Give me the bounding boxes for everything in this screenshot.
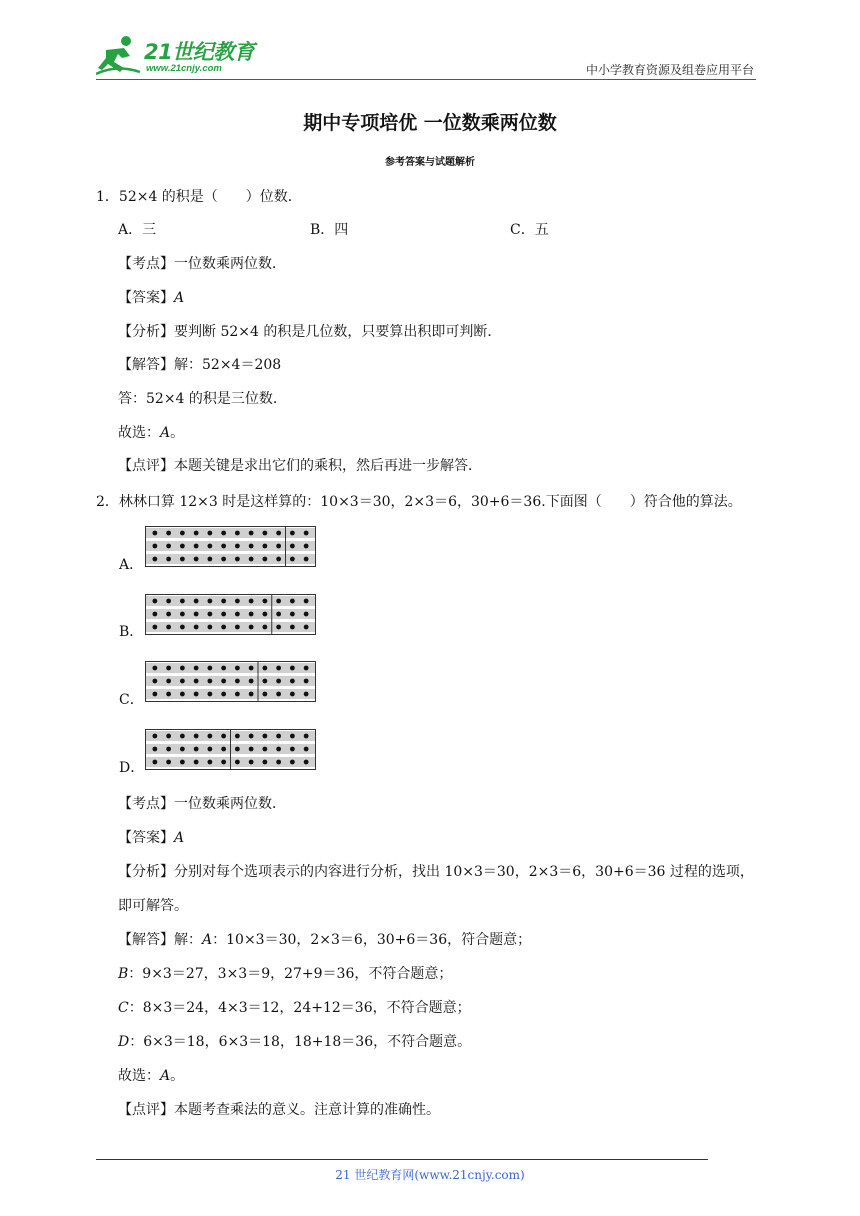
figure-dot <box>262 734 267 739</box>
q1-stem: 1．52×4 的积是（ ）位数． <box>96 189 302 205</box>
figure-dot <box>262 692 267 697</box>
q2-figure-label-c: C． <box>119 692 144 708</box>
figure-dot <box>166 544 171 549</box>
line-b-text: ：9×3＝27，3×3＝9，27+9＝36，不符合题意； <box>128 966 453 982</box>
figure-dot <box>207 557 212 562</box>
figure-dot <box>180 692 185 697</box>
figure-dot <box>166 625 171 630</box>
figure-dot <box>249 734 254 739</box>
figure-dot <box>152 625 157 630</box>
q1-kaodian: 【考点】一位数乘两位数． <box>118 256 286 272</box>
figure-dot <box>152 531 157 536</box>
figure-dot <box>194 625 199 630</box>
figure-dot <box>152 612 157 617</box>
figure-dot <box>249 531 254 536</box>
site-logo <box>96 34 256 78</box>
figure-dot <box>304 747 309 752</box>
q2-fenxi-2: 即可解答。 <box>118 898 188 914</box>
figure-dot <box>262 625 267 630</box>
figure-dot <box>235 531 240 536</box>
figure-dot <box>235 747 240 752</box>
q1-fenxi: 【分析】要判断 52×4 的积是几位数，只要算出积即可判断． <box>118 324 502 340</box>
answer-label: 【答案】 <box>118 290 174 306</box>
figure-dot <box>304 612 309 617</box>
figure-dot <box>166 747 171 752</box>
figure-dot <box>221 666 226 671</box>
guxuan-value: A <box>160 425 171 441</box>
figure-dot <box>152 734 157 739</box>
q2-figure-a <box>145 526 316 567</box>
guxuan-label: 故选： <box>118 425 160 441</box>
figure-dot <box>276 666 281 671</box>
figure-dot <box>207 544 212 549</box>
figure-dot <box>249 612 254 617</box>
q2-guxuan <box>118 1065 184 1085</box>
figure-dot <box>207 625 212 630</box>
q2-jieda <box>118 929 531 949</box>
q2-figure-label-b: B． <box>119 624 144 640</box>
runner-logo-icon <box>96 34 142 78</box>
guxuan-end: 。 <box>170 425 185 441</box>
guxuan-end: 。 <box>170 1068 185 1084</box>
page-title: 期中专项培优 一位数乘两位数 <box>303 112 557 134</box>
jieda-prefix: 【解答】解： <box>118 932 202 948</box>
q2-kaodian: 【考点】一位数乘两位数． <box>118 796 286 812</box>
figure-dot <box>249 692 254 697</box>
footer-link[interactable]: 21 世纪教育网(www.21cnjy.com) <box>335 1168 525 1182</box>
q2-figure-b <box>145 594 316 635</box>
header-divider <box>96 79 756 80</box>
figure-dot <box>249 679 254 684</box>
figure-dot <box>207 679 212 684</box>
figure-dot <box>304 679 309 684</box>
figure-dot <box>249 666 254 671</box>
figure-dot <box>290 625 295 630</box>
q2-figure-label-d: D． <box>119 760 145 776</box>
figure-dot <box>221 612 226 617</box>
figure-dot <box>180 612 185 617</box>
line-d-label: D <box>118 1034 130 1050</box>
figure-dot <box>276 531 281 536</box>
figure-dot <box>235 625 240 630</box>
figure-dot <box>304 666 309 671</box>
figure-dot <box>262 760 267 765</box>
figure-dot <box>221 625 226 630</box>
figure-row-band <box>146 676 315 686</box>
figure-row-band <box>146 528 315 538</box>
figure-dot <box>290 692 295 697</box>
figure-dot <box>166 612 171 617</box>
figure-dot <box>276 760 281 765</box>
figure-dot <box>221 599 226 604</box>
figure-dot <box>207 747 212 752</box>
figure-dot <box>276 599 281 604</box>
figure-dot <box>166 531 171 536</box>
q1-answer <box>118 287 184 307</box>
q1-jieda: 【解答】解：52×4＝208 <box>118 357 282 373</box>
figure-dot <box>152 599 157 604</box>
figure-dot <box>194 747 199 752</box>
figure-dot <box>166 599 171 604</box>
figure-dot <box>194 599 199 604</box>
figure-row-band <box>146 554 315 564</box>
figure-dot <box>276 734 281 739</box>
figure-dot <box>180 544 185 549</box>
answer-label: 【答案】 <box>118 830 174 846</box>
q1-option-b: B．四 <box>310 222 349 238</box>
figure-row-band <box>146 663 315 673</box>
figure-dot <box>262 747 267 752</box>
figure-dot <box>262 531 267 536</box>
figure-dot <box>166 679 171 684</box>
q2-answer <box>118 827 184 847</box>
figure-dot <box>276 625 281 630</box>
figure-dot <box>262 544 267 549</box>
figure-row-band <box>146 596 315 606</box>
footer-divider <box>96 1159 708 1160</box>
header-platform-text: 中小学教育资源及组卷应用平台 <box>585 63 754 77</box>
figure-dot <box>194 760 199 765</box>
figure-dot <box>180 666 185 671</box>
figure-dot <box>304 625 309 630</box>
figure-dot <box>221 679 226 684</box>
figure-dot <box>152 692 157 697</box>
figure-dot <box>180 531 185 536</box>
figure-dot <box>152 666 157 671</box>
figure-dot <box>194 612 199 617</box>
jieda-a-label: A <box>202 932 213 948</box>
q2-fenxi-1: 【分析】分别对每个选项表示的内容进行分析，找出 10×3＝30，2×3＝6，30+6＝36 过程的选项， <box>118 864 754 880</box>
figure-dot <box>290 557 295 562</box>
figure-dot <box>304 760 309 765</box>
figure-dot <box>166 557 171 562</box>
figure-dot <box>262 557 267 562</box>
jieda-a-text: ：10×3＝30，2×3＝6，30+6＝36，符合题意； <box>212 932 532 948</box>
q1-dianping: 【点评】本题关键是求出它们的乘积，然后再进一步解答． <box>118 458 482 474</box>
figure-dot <box>180 734 185 739</box>
page-subtitle: 参考答案与试题解析 <box>385 157 475 168</box>
figure-dot <box>180 747 185 752</box>
figure-dot <box>194 679 199 684</box>
figure-dot <box>235 734 240 739</box>
figure-dot <box>207 760 212 765</box>
figure-dot <box>276 557 281 562</box>
line-c-label: C <box>118 1000 129 1016</box>
figure-dot <box>221 760 226 765</box>
figure-dot <box>194 544 199 549</box>
figure-dot <box>180 557 185 562</box>
line-c-text: ：8×3＝24，4×3＝12，24+12＝36，不符合题意； <box>128 1000 471 1016</box>
figure-dot <box>194 557 199 562</box>
figure-dot <box>235 612 240 617</box>
figure-dot <box>276 679 281 684</box>
figure-dot <box>194 692 199 697</box>
figure-dot <box>290 734 295 739</box>
q1-option-a: A．三 <box>118 222 157 238</box>
q2-line-d <box>118 1031 471 1051</box>
figure-dot <box>207 599 212 604</box>
figure-row-band <box>146 689 315 699</box>
figure-dot <box>235 544 240 549</box>
figure-dot <box>249 747 254 752</box>
line-b-label: B <box>118 966 129 982</box>
q2-line-c <box>118 997 471 1017</box>
figure-dot <box>290 599 295 604</box>
figure-dot <box>276 612 281 617</box>
figure-dot <box>152 679 157 684</box>
figure-dot <box>304 544 309 549</box>
figure-dot <box>194 666 199 671</box>
figure-dot <box>152 747 157 752</box>
figure-dot <box>152 760 157 765</box>
figure-dot <box>249 760 254 765</box>
figure-dot <box>262 612 267 617</box>
figure-dot <box>290 679 295 684</box>
figure-dot <box>262 679 267 684</box>
answer-value: A <box>174 830 185 846</box>
figure-dot <box>249 625 254 630</box>
q2-line-b <box>118 963 452 983</box>
guxuan-value: A <box>160 1068 171 1084</box>
q1-guxuan <box>118 422 184 442</box>
figure-dot <box>290 760 295 765</box>
answer-value: A <box>174 290 185 306</box>
figure-dot <box>235 599 240 604</box>
figure-dot <box>221 734 226 739</box>
q2-figure-c <box>145 661 316 702</box>
figure-dot <box>207 734 212 739</box>
figure-dot <box>304 557 309 562</box>
figure-row-band <box>146 541 315 551</box>
logo-url: www.21cnjy.com <box>146 63 222 74</box>
figure-dot <box>166 692 171 697</box>
figure-dot <box>290 666 295 671</box>
figure-dot <box>235 666 240 671</box>
figure-dot <box>304 531 309 536</box>
figure-dot <box>166 734 171 739</box>
figure-dot <box>166 760 171 765</box>
figure-dot <box>262 666 267 671</box>
figure-dot <box>207 692 212 697</box>
figure-dot <box>180 625 185 630</box>
figure-dot <box>221 692 226 697</box>
figure-dot <box>235 760 240 765</box>
guxuan-label: 故选： <box>118 1068 160 1084</box>
figure-dot <box>180 599 185 604</box>
figure-dot <box>235 679 240 684</box>
figure-dot <box>276 544 281 549</box>
figure-dot <box>235 692 240 697</box>
q1-da: 答：52×4 的积是三位数． <box>118 391 287 407</box>
figure-dot <box>180 760 185 765</box>
logo-text: 21世纪教育 <box>144 40 255 64</box>
figure-row-band <box>146 609 315 619</box>
figure-dot <box>304 599 309 604</box>
figure-dot <box>166 666 171 671</box>
figure-dot <box>262 599 267 604</box>
figure-dot <box>290 544 295 549</box>
figure-dot <box>249 599 254 604</box>
figure-dot <box>221 531 226 536</box>
figure-dot <box>194 734 199 739</box>
q2-stem: 2．林林口算 12×3 时是这样算的：10×3＝30，2×3＝6，30+6＝36.下面图（ ）符合他的算法。 <box>96 494 742 510</box>
figure-dot <box>221 747 226 752</box>
figure-dot <box>194 531 199 536</box>
figure-row-band <box>146 622 315 632</box>
figure-dot <box>290 531 295 536</box>
figure-dot <box>249 557 254 562</box>
figure-dot <box>290 747 295 752</box>
line-d-text: ：6×3＝18，6×3＝18，18+18＝36，不符合题意。 <box>129 1034 472 1050</box>
figure-dot <box>180 679 185 684</box>
figure-dot <box>152 544 157 549</box>
figure-dot <box>207 612 212 617</box>
figure-dot <box>304 734 309 739</box>
figure-dot <box>235 557 240 562</box>
figure-dot <box>207 666 212 671</box>
figure-dot <box>290 612 295 617</box>
figure-dot <box>221 557 226 562</box>
q2-figure-label-a: A． <box>119 557 144 573</box>
q1-option-c: C．五 <box>510 222 549 238</box>
figure-dot <box>152 557 157 562</box>
figure-dot <box>276 747 281 752</box>
figure-dot <box>276 692 281 697</box>
figure-dot <box>221 544 226 549</box>
q2-dianping: 【点评】本题考查乘法的意义。注意计算的准确性。 <box>118 1102 440 1118</box>
figure-dot <box>304 692 309 697</box>
figure-dot <box>207 531 212 536</box>
q2-figure-d <box>145 729 316 770</box>
figure-dot <box>249 544 254 549</box>
